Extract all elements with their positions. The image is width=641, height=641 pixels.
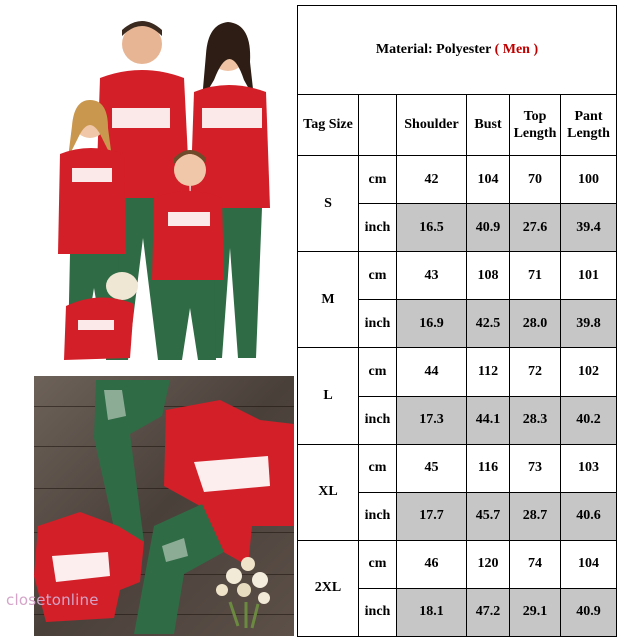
pant-length-cm: 100 xyxy=(561,156,617,204)
bust-cm: 116 xyxy=(467,444,510,492)
bust-inch: 45.7 xyxy=(467,492,510,540)
bust-cm: 108 xyxy=(467,252,510,300)
header-top-length xyxy=(510,95,561,156)
top-length-cm: 72 xyxy=(510,348,561,396)
top-length-inch: 29.1 xyxy=(510,588,561,636)
shoulder-inch: 18.1 xyxy=(397,588,467,636)
unit-inch: inch xyxy=(359,396,397,444)
shoulder-cm: 46 xyxy=(397,540,467,588)
header-pant-length xyxy=(561,95,617,156)
header-tag-size: Tag Size xyxy=(298,95,359,156)
top-length-cm: 70 xyxy=(510,156,561,204)
header-pant-length-line2: Length xyxy=(567,126,610,142)
unit-inch: inch xyxy=(359,300,397,348)
shoulder-inch: 16.5 xyxy=(397,204,467,252)
top-length-inch: 28.0 xyxy=(510,300,561,348)
header-top-length-line1: Top xyxy=(523,108,547,124)
pant-length-cm: 103 xyxy=(561,444,617,492)
shoulder-inch: 17.7 xyxy=(397,492,467,540)
unit-cm: cm xyxy=(359,444,397,492)
size-label: 2XL xyxy=(298,540,359,636)
top-length-inch: 28.7 xyxy=(510,492,561,540)
pant-length-cm: 101 xyxy=(561,252,617,300)
bust-cm: 112 xyxy=(467,348,510,396)
bust-cm: 104 xyxy=(467,156,510,204)
unit-cm: cm xyxy=(359,540,397,588)
header-pant-length-line1: Pant xyxy=(574,108,603,124)
pant-length-inch: 39.8 xyxy=(561,300,617,348)
material-title xyxy=(298,6,617,95)
header-row xyxy=(298,95,617,156)
shoulder-inch: 17.3 xyxy=(397,396,467,444)
pant-length-inch: 40.6 xyxy=(561,492,617,540)
pant-length-cm: 104 xyxy=(561,540,617,588)
top-length-cm: 73 xyxy=(510,444,561,492)
unit-cm: cm xyxy=(359,156,397,204)
top-length-inch: 27.6 xyxy=(510,204,561,252)
pant-length-cm: 102 xyxy=(561,348,617,396)
bust-inch: 47.2 xyxy=(467,588,510,636)
shoulder-cm: 43 xyxy=(397,252,467,300)
header-shoulder: Shoulder xyxy=(397,95,467,156)
pant-length-inch: 40.2 xyxy=(561,396,617,444)
shoulder-cm: 44 xyxy=(397,348,467,396)
size-label: XL xyxy=(298,444,359,540)
header-top-length-line2: Length xyxy=(513,126,557,142)
shoulder-inch: 16.9 xyxy=(397,300,467,348)
material-label: Material: Polyester xyxy=(375,42,492,58)
unit-inch: inch xyxy=(359,492,397,540)
unit-inch: inch xyxy=(359,204,397,252)
men-label: ( Men ) xyxy=(494,42,539,58)
top-length-cm: 71 xyxy=(510,252,561,300)
table-row xyxy=(298,540,617,588)
store-watermark: closetonline xyxy=(6,591,99,609)
bust-inch: 40.9 xyxy=(467,204,510,252)
size-chart-table xyxy=(297,5,617,637)
size-label: S xyxy=(298,156,359,252)
unit-cm: cm xyxy=(359,348,397,396)
table-row xyxy=(298,252,617,300)
shoulder-cm: 42 xyxy=(397,156,467,204)
top-length-inch: 28.3 xyxy=(510,396,561,444)
top-length-cm: 74 xyxy=(510,540,561,588)
table-row xyxy=(298,444,617,492)
table-row xyxy=(298,156,617,204)
pant-length-inch: 39.4 xyxy=(561,204,617,252)
family-illustration xyxy=(30,8,296,368)
header-unit xyxy=(359,95,397,156)
pant-length-inch: 40.9 xyxy=(561,588,617,636)
bust-inch: 42.5 xyxy=(467,300,510,348)
size-label: M xyxy=(298,252,359,348)
header-bust: Bust xyxy=(467,95,510,156)
table-row xyxy=(298,348,617,396)
size-label: L xyxy=(298,348,359,444)
unit-cm: cm xyxy=(359,252,397,300)
bust-cm: 120 xyxy=(467,540,510,588)
family-pajama-photo xyxy=(30,8,296,368)
size-chart xyxy=(297,5,616,637)
shoulder-cm: 45 xyxy=(397,444,467,492)
unit-inch: inch xyxy=(359,588,397,636)
title-row xyxy=(298,6,617,95)
bust-inch: 44.1 xyxy=(467,396,510,444)
